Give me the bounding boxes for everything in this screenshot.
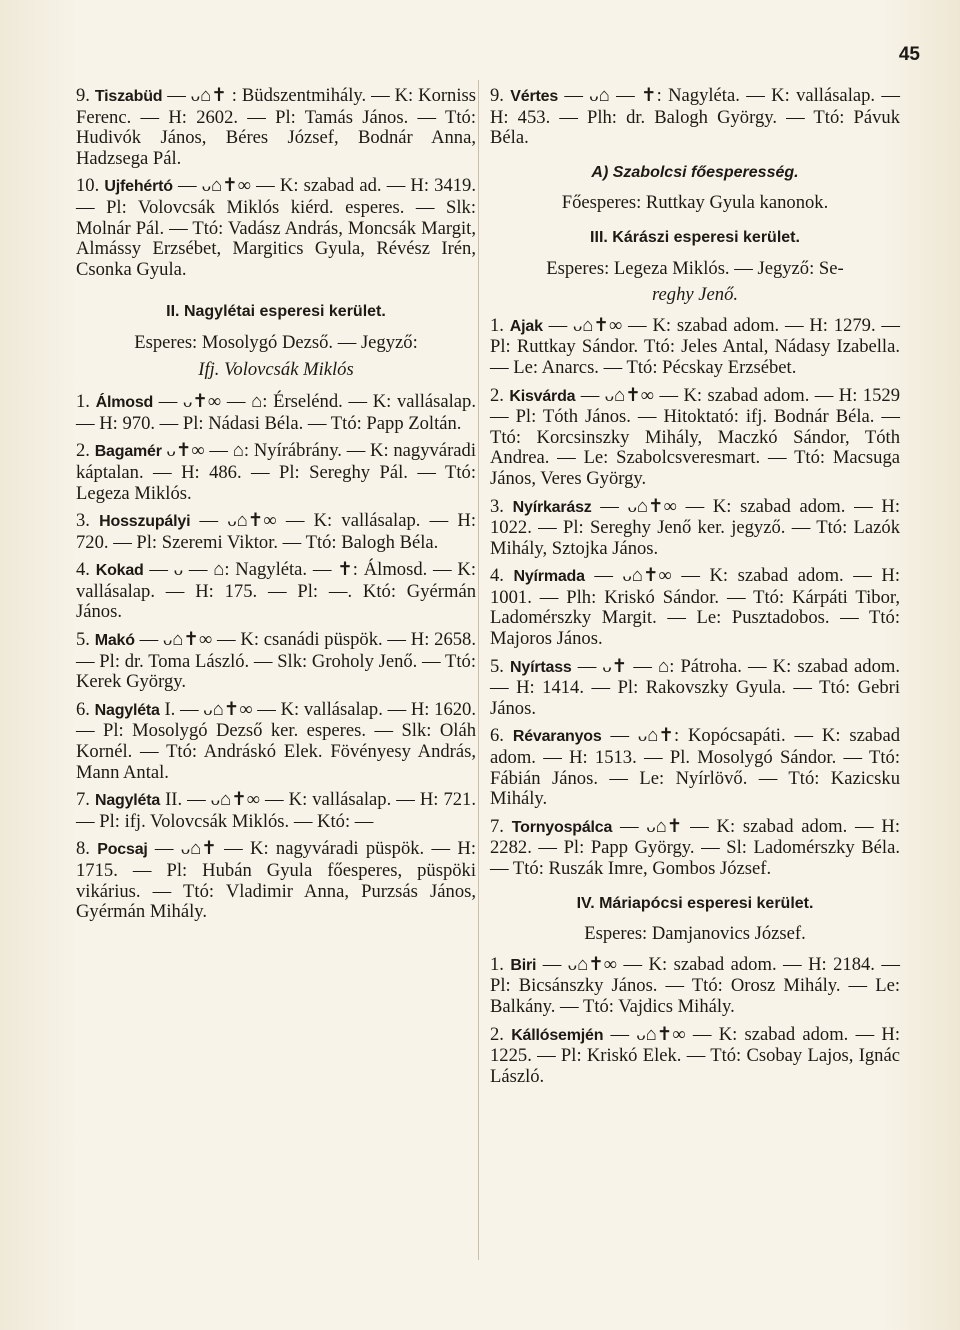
- entry-body: — ᴗ⌂✝∞ — K: szabad adom. — H: 2184. — Pl: Bicsánszky János. — Ttó: Orosz Mihály. — Le: Balkány. — Ttó: Vajdics Mihály.: [490, 953, 900, 1017]
- parish-entry: [490, 817, 900, 880]
- entry-number: 6.: [76, 698, 90, 720]
- left-entries: [76, 392, 476, 923]
- parish-name: Vértes: [510, 88, 559, 105]
- column-divider: [478, 80, 479, 1260]
- parish-entry: [490, 316, 900, 379]
- district4-entries: [490, 955, 900, 1088]
- parish-name: Nagyléta: [94, 701, 160, 719]
- parish-entry: [76, 790, 476, 832]
- parish-name: Nyírmada: [513, 568, 585, 586]
- secretary-line: reghy Jenő.: [651, 284, 739, 306]
- parish-name: Kisvárda: [509, 387, 576, 405]
- parish-entry: [490, 566, 900, 649]
- parish-entry: [490, 1025, 900, 1088]
- parish-name: Tiszabüd: [94, 88, 163, 105]
- parish-entry: [76, 392, 476, 434]
- entry-body: — ᴗ — ⌂: Nagyléta. — ✝: Álmosd. — K: vallásalap. — H: 175. — Pl: —. Któ: Gyérmán János.: [76, 559, 476, 623]
- archdean-line: Főesperes: Ruttkay Gyula kanonok.: [561, 192, 829, 214]
- parish-entry: [76, 630, 476, 693]
- entry-number: 10.: [76, 175, 100, 197]
- entry-number: 2.: [490, 1023, 504, 1045]
- parish-name: Biri: [510, 956, 537, 974]
- right-column: [490, 86, 900, 1094]
- district-heading: III. Kárászi esperesi kerület.: [590, 228, 800, 246]
- entry-number: 5.: [76, 629, 90, 651]
- parish-entry: [76, 176, 476, 280]
- entry-number: 4.: [76, 559, 90, 581]
- dean-line: Esperes: Legeza Miklós. — Jegyző: Se-: [546, 257, 844, 279]
- entry-number: 9.: [76, 85, 90, 106]
- entry-body: — ᴗ⌂✝∞ — K: szabad adom. — H: 1022. — Pl: Sereghy Jenő ker. jegyző. — Ttó: Lazók Mihály, Sztojka János.: [490, 495, 900, 559]
- entry-body: — ᴗ⌂✝∞ — K: szabad adom. — H: 1279. — Pl: Ruttkay Sándor. Ttó: Jeles Antal, Nádasy Izabella. — Le: Anarcs. — Ttó: Pécskay Erzsébet.: [490, 314, 901, 378]
- parish-entry: [76, 86, 476, 169]
- entry-body: — ᴗ⌂✝: Kopócsapáti. — K: szabad adom. — H: 1513. — Pl. Mosolygó Sándor. — Ttó: Fábián János. — Le: Nyírlövő. — Ttó: Kazicsku Mihály.: [490, 725, 900, 810]
- parish-entry: [490, 657, 900, 720]
- entry-number: 3.: [490, 495, 504, 517]
- secretary-line: Ifj. Volovcsák Miklós: [198, 358, 354, 380]
- parish-name: Kokad: [95, 562, 144, 580]
- entry-body: II. — ᴗ⌂✝∞ — K: vallásalap. — H: 721. — Pl: ifj. Volovcsák Miklós. — Któ: —: [76, 789, 476, 832]
- district-heading: IV. Máriapócsi esperesi kerület.: [576, 894, 814, 912]
- entry-body: — ᴗ⌂✝∞ — K: csanádi püspök. — H: 2658. — Pl: dr. Toma László. — Slk: Groholy Jenő. — Ttó: Kerek György.: [76, 629, 476, 693]
- entry-number: 2.: [76, 440, 90, 462]
- parish-name: Álmosd: [95, 394, 154, 412]
- parish-name: Makó: [94, 632, 135, 650]
- entry-body: — ᴗ⌂✝ — K: szabad adom. — H: 2282. — Pl: Papp György. — Sl: Ladomérszky Béla. — Ttó: Ruszák Imre, Gombos József.: [490, 815, 900, 879]
- parish-name: Kállósemjén: [511, 1026, 604, 1044]
- entry-body: — ᴗ✝ — ⌂: Pátroha. — K: szabad adom. — H: 1414. — Pl: Rakovszky Gyula. — Ttó: Gebri János.: [490, 655, 900, 719]
- entry-number: 7.: [490, 815, 504, 837]
- entry-number: 9.: [490, 85, 504, 106]
- parish-name: Bagamér: [94, 443, 162, 461]
- entry-number: 6.: [490, 725, 504, 747]
- entry-number: 8.: [76, 838, 90, 860]
- parish-name: Tornyospálca: [511, 818, 613, 836]
- parish-name: Ajak: [509, 317, 543, 335]
- parish-name: Nagyléta: [94, 792, 161, 810]
- entry-number: 2.: [490, 384, 504, 406]
- entry-number: 7.: [76, 789, 90, 811]
- parish-entry: [76, 511, 476, 553]
- dean-line: Esperes: Damjanovics József.: [584, 923, 806, 945]
- entry-body: — ᴗ⌂✝∞ — K: szabad ad. — H: 3419. — Pl: Volovcsák Miklós kiérd. esperes. — Slk: Molnár Pál. — Ttó: Vadász András, Moncsák Margit, Almássy Erzsébet, Margitics Gyula, Révész Irén, Csonka Gyula.: [76, 175, 477, 280]
- entry-body: — ᴗ⌂✝ : Büdszentmihály. — K: Korniss Ferenc. — H: 2602. — Pl: Tamás János. — Ttó: Hudivók János, Béres József, Bodnár Anna, Hadzsega Pál.: [76, 85, 476, 169]
- parish-name: Nyírkarász: [512, 498, 592, 516]
- parish-entry: [76, 700, 476, 783]
- parish-entry: [490, 955, 900, 1018]
- parish-entry: [490, 726, 900, 809]
- entry-body: — ᴗ⌂✝∞ — K: szabad adom. — H: 1225. — Pl: Kriskó Elek. — Ttó: Csobay Lajos, Ignác László.: [490, 1023, 900, 1087]
- entry-number: 1.: [490, 314, 504, 336]
- parish-entry: [76, 441, 476, 504]
- entry-body: I. — ᴗ⌂✝∞ — K: vallásalap. — H: 1620. — Pl: Mosolygó Dezső ker. esperes. — Slk: Oláh Kornél. — Ttó: Andráskó Elek. Fövényesy András, Mann Antal.: [76, 698, 476, 783]
- entry-number: 1.: [490, 953, 504, 975]
- entry-body: — ᴗ⌂✝∞ — K: szabad adom. — H: 1529 — Pl: Tóth János. — Hitoktató: ifj. Bodnár Béla. — Ttó: Korcsinszky Mihály, Maczkó Sándor, Tóth Andrea. — Le: Szabolcsveresmart. — Ttó: Macsuga János, Veres György.: [490, 384, 900, 489]
- entry-number: 1.: [76, 391, 90, 413]
- archdeanery-heading: A) Szabolcsi főesperesség.: [591, 163, 799, 181]
- parish-entry: [490, 386, 900, 490]
- entry-number: 5.: [490, 655, 504, 677]
- left-column: [76, 86, 476, 930]
- page-number: 45: [898, 44, 920, 65]
- district3-entries: [490, 316, 900, 880]
- parish-name: Pocsaj: [97, 841, 148, 859]
- parish-entry: [76, 839, 476, 922]
- entry-body: — ᴗ⌂✝∞ — K: szabad adom. — H: 1001. — Plh: Kriskó Sándor. — Ttó: Kárpáti Tibor, Ladomérszky Margit. — Le: Pusztadobos. — Ttó: Majoros János.: [490, 565, 900, 650]
- parish-entry: [76, 560, 476, 623]
- parish-entry: [490, 86, 900, 149]
- parish-entry: [490, 497, 900, 560]
- entry-number: 3.: [76, 510, 90, 532]
- parish-name: Ujfehértó: [104, 178, 173, 196]
- parish-name: Hosszupályi: [99, 513, 191, 531]
- entry-body: — ᴗ⌂ — ✝: Nagyléta. — K: vallásalap. — H: 453. — Plh: dr. Balogh György. — Ttó: Pávuk Béla.: [490, 85, 900, 149]
- entry-body: — ᴗ⌂✝ — K: nagyváradi püspök. — H: 1715. — Pl: Hubán Gyula főesperes, püspöki vikárius. — Ttó: Vladimir Anna, Purzsás János, Gyérmán Mihály.: [76, 838, 476, 923]
- dean-line: Esperes: Mosolygó Dezső. — Jegyző:: [134, 331, 418, 353]
- entry-body: — ᴗ⌂✝∞ — K: vallásalap. — H: 720. — Pl: Szeremi Viktor. — Ttó: Balogh Béla.: [76, 510, 476, 553]
- left-top-entries: [76, 86, 476, 280]
- entry-number: 4.: [490, 565, 504, 587]
- entry-body: — ᴗ✝∞ — ⌂: Érselénd. — K: vallásalap. — H: 970. — Pl: Nádasi Béla. — Ttó: Papp Zoltán.: [76, 391, 476, 434]
- entry-body: ᴗ✝∞ — ⌂: Nyírábrány. — K: nagyváradi káptalan. — H: 486. — Pl: Sereghy Pál. — Ttó: Legeza Miklós.: [76, 440, 476, 504]
- parish-name: Révaranyos: [512, 728, 602, 746]
- parish-name: Nyírtass: [510, 658, 572, 676]
- district-heading: II. Nagylétai esperesi kerület.: [166, 303, 386, 321]
